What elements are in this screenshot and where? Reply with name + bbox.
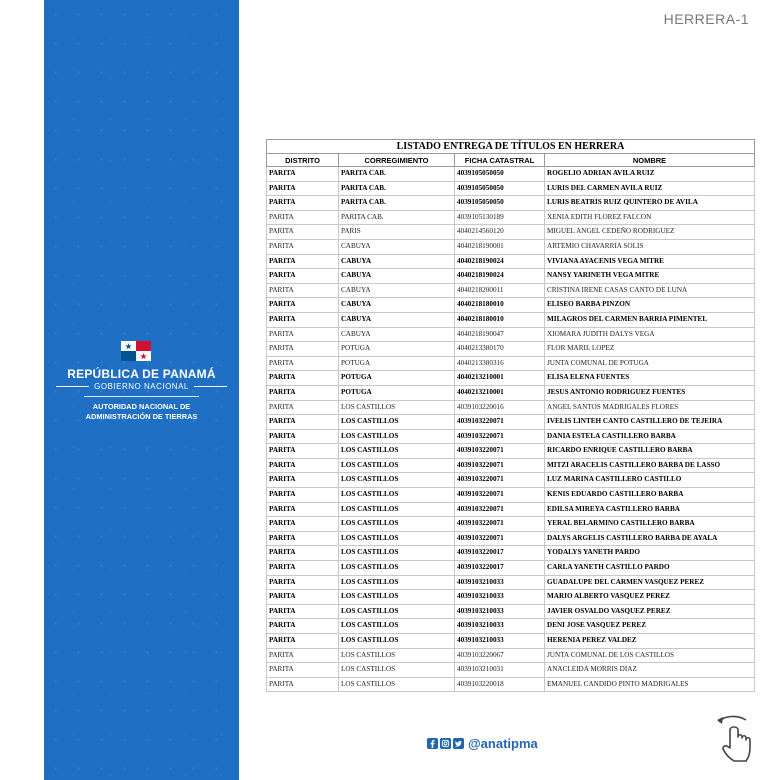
- cell-nombre: ELISEO BARBA PINZON: [545, 298, 755, 313]
- cell-ficha-catastral: 4039105050050: [455, 196, 545, 211]
- cell-ficha-catastral: 4039103220071: [455, 531, 545, 546]
- cell-corregimiento: PARITA CAB.: [339, 167, 455, 182]
- cell-nombre: JUNTA COMUNAL DE POTUGA: [545, 356, 755, 371]
- cell-corregimiento: LOS CASTILLOS: [339, 546, 455, 561]
- cell-corregimiento: LOS CASTILLOS: [339, 575, 455, 590]
- cell-nombre: JAVIER OSVALDO VASQUEZ PEREZ: [545, 604, 755, 619]
- instagram-icon[interactable]: [440, 738, 451, 749]
- cell-ficha-catastral: 4040218180010: [455, 312, 545, 327]
- cell-distrito: PARITA: [267, 517, 339, 532]
- cell-distrito: PARITA: [267, 473, 339, 488]
- cell-distrito: PARITA: [267, 415, 339, 430]
- table-row: [267, 590, 755, 605]
- cell-nombre: XIOMARA JUDITH DALYS VEGA: [545, 327, 755, 342]
- cell-ficha-catastral: 4039103210033: [455, 604, 545, 619]
- cell-nombre: YERAL BELARMINO CASTILLERO BARBA: [545, 517, 755, 532]
- cell-ficha-catastral: 4039103220071: [455, 502, 545, 517]
- cell-ficha-catastral: 4039103220071: [455, 444, 545, 459]
- cell-nombre: DALYS ARGELIS CASTILLERO BARBA DE AYALA: [545, 531, 755, 546]
- cell-distrito: PARITA: [267, 444, 339, 459]
- table-row: [267, 648, 755, 663]
- cell-nombre: DANIA ESTELA CASTILLERO BARBA: [545, 429, 755, 444]
- column-header-corregimiento: CORREGIMIENTO: [339, 154, 455, 167]
- cell-distrito: PARITA: [267, 546, 339, 561]
- cell-ficha-catastral: 4039103220071: [455, 488, 545, 503]
- cell-distrito: PARITA: [267, 400, 339, 415]
- table-row: [267, 181, 755, 196]
- cell-ficha-catastral: 4040213380316: [455, 356, 545, 371]
- cell-distrito: PARITA: [267, 677, 339, 692]
- cell-corregimiento: LOS CASTILLOS: [339, 604, 455, 619]
- table-body: [267, 167, 755, 692]
- agency-name: [44, 402, 239, 422]
- table-row: [267, 473, 755, 488]
- cell-distrito: PARITA: [267, 429, 339, 444]
- table-row: [267, 196, 755, 211]
- table-row: [267, 488, 755, 503]
- cell-nombre: JESUS ANTONIO RODRIGUEZ FUENTES: [545, 385, 755, 400]
- cell-nombre: CARLA YANETH CASTILLO PARDO: [545, 561, 755, 576]
- cell-corregimiento: PARIS: [339, 225, 455, 240]
- cell-ficha-catastral: 4039105130189: [455, 210, 545, 225]
- cell-ficha-catastral: 4039103210033: [455, 575, 545, 590]
- cell-distrito: PARITA: [267, 283, 339, 298]
- cell-nombre: CRISTINA IRENE CASAS CANTO DE LUNA: [545, 283, 755, 298]
- table-row: [267, 371, 755, 386]
- cell-nombre: MILAGROS DEL CARMEN BARRIA PIMENTEL: [545, 312, 755, 327]
- cell-corregimiento: LOS CASTILLOS: [339, 458, 455, 473]
- cell-distrito: PARITA: [267, 298, 339, 313]
- table-row: [267, 502, 755, 517]
- cell-ficha-catastral: 4040218190001: [455, 239, 545, 254]
- cell-corregimiento: LOS CASTILLOS: [339, 590, 455, 605]
- cell-corregimiento: POTUGA: [339, 385, 455, 400]
- cell-distrito: PARITA: [267, 575, 339, 590]
- table-row: [267, 283, 755, 298]
- table-header-row: [267, 154, 755, 167]
- table-row: [267, 167, 755, 182]
- cell-distrito: PARITA: [267, 648, 339, 663]
- cell-ficha-catastral: 4039103220067: [455, 648, 545, 663]
- column-header-distrito: DISTRITO: [267, 154, 339, 167]
- twitter-icon[interactable]: [453, 738, 464, 749]
- cell-ficha-catastral: 4040218180010: [455, 298, 545, 313]
- cell-corregimiento: LOS CASTILLOS: [339, 517, 455, 532]
- cell-distrito: PARITA: [267, 312, 339, 327]
- cell-distrito: PARITA: [267, 254, 339, 269]
- table-row: [267, 444, 755, 459]
- republic-title: REPÚBLICA DE PANAMÁ: [67, 367, 216, 381]
- cell-corregimiento: LOS CASTILLOS: [339, 429, 455, 444]
- cell-nombre: LURIS DEL CARMEN AVILA RUIZ: [545, 181, 755, 196]
- cell-ficha-catastral: 4039103210033: [455, 634, 545, 649]
- cell-nombre: YODALYS YANETH PARDO: [545, 546, 755, 561]
- cell-nombre: MIGUEL ANGEL CEDEÑO RODRIGUEZ: [545, 225, 755, 240]
- cell-nombre: KENIS EDUARDO CASTILLERO BARBA: [545, 488, 755, 503]
- table-row: [267, 342, 755, 357]
- cell-distrito: PARITA: [267, 196, 339, 211]
- table-title-row: [267, 140, 755, 154]
- table-row: [267, 677, 755, 692]
- cell-nombre: IVELIS LINTEH CANTO CASTILLERO DE TEJEIRA: [545, 415, 755, 430]
- cell-ficha-catastral: 4039103220071: [455, 415, 545, 430]
- cell-distrito: PARITA: [267, 181, 339, 196]
- cell-distrito: PARITA: [267, 502, 339, 517]
- cell-corregimiento: CABUYA: [339, 327, 455, 342]
- cell-corregimiento: LOS CASTILLOS: [339, 634, 455, 649]
- panama-flag-icon: [121, 341, 151, 361]
- cell-corregimiento: LOS CASTILLOS: [339, 663, 455, 678]
- table-row: [267, 225, 755, 240]
- cell-corregimiento: PARITA CAB.: [339, 196, 455, 211]
- cell-nombre: HERENIA PEREZ VALDEZ: [545, 634, 755, 649]
- column-header-ficha-catastral: FICHA CATASTRAL: [455, 154, 545, 167]
- cell-ficha-catastral: 4039103220016: [455, 400, 545, 415]
- cell-nombre: LURIS BEATRIS RUIZ QUINTERO DE AVILA: [545, 196, 755, 211]
- cell-ficha-catastral: 4039103210031: [455, 663, 545, 678]
- table-row: [267, 312, 755, 327]
- facebook-icon[interactable]: [427, 738, 438, 749]
- government-label: GOBIERNO NACIONAL: [94, 382, 189, 391]
- cell-corregimiento: CABUYA: [339, 298, 455, 313]
- cell-distrito: PARITA: [267, 634, 339, 649]
- social-handle[interactable]: @anatipma: [468, 736, 538, 751]
- cell-nombre: MITZI ARACELIS CASTILLERO BARBA DE LASSO: [545, 458, 755, 473]
- page-code: HERRERA-1: [663, 11, 749, 27]
- agency-line-2: ADMINISTRACIÓN DE TIERRAS: [85, 412, 198, 421]
- cell-ficha-catastral: 4039103210033: [455, 619, 545, 634]
- table-row: [267, 269, 755, 284]
- subtitle-line-left: [56, 386, 89, 387]
- cell-ficha-catastral: 4039103220071: [455, 517, 545, 532]
- cell-distrito: PARITA: [267, 561, 339, 576]
- cell-distrito: PARITA: [267, 458, 339, 473]
- cell-ficha-catastral: 4039103220017: [455, 546, 545, 561]
- titles-table: [266, 139, 755, 692]
- cell-ficha-catastral: 4039103220071: [455, 429, 545, 444]
- cell-ficha-catastral: 4040218190047: [455, 327, 545, 342]
- cell-nombre: ANGEL SANTOS MADRIGALES FLORES: [545, 400, 755, 415]
- cell-ficha-catastral: 4040218190024: [455, 269, 545, 284]
- cell-distrito: PARITA: [267, 604, 339, 619]
- cell-ficha-catastral: 4039103220071: [455, 473, 545, 488]
- table-row: [267, 619, 755, 634]
- cell-distrito: PARITA: [267, 356, 339, 371]
- cell-ficha-catastral: 4039103220017: [455, 561, 545, 576]
- cell-ficha-catastral: 4039103210033: [455, 590, 545, 605]
- table-row: [267, 663, 755, 678]
- cell-nombre: ARTEMIO CHAVARRIA SOLIS: [545, 239, 755, 254]
- table-row: [267, 327, 755, 342]
- sidebar-panel: [44, 0, 239, 780]
- cell-corregimiento: CABUYA: [339, 283, 455, 298]
- cell-distrito: PARITA: [267, 167, 339, 182]
- table-row: [267, 604, 755, 619]
- cell-nombre: ANACLEIDA MORRIS DIAZ: [545, 663, 755, 678]
- cell-distrito: PARITA: [267, 385, 339, 400]
- cell-ficha-catastral: 4039103220018: [455, 677, 545, 692]
- cell-nombre: JUNTA COMUNAL DE LOS CASTILLOS: [545, 648, 755, 663]
- cell-distrito: PARITA: [267, 590, 339, 605]
- cell-distrito: PARITA: [267, 225, 339, 240]
- cell-nombre: VIVIANA AYACENIS VEGA MITRE: [545, 254, 755, 269]
- cell-nombre: EDILSA MIREYA CASTILLERO BARBA: [545, 502, 755, 517]
- cell-distrito: PARITA: [267, 371, 339, 386]
- cell-corregimiento: LOS CASTILLOS: [339, 502, 455, 517]
- table-row: [267, 385, 755, 400]
- cell-corregimiento: LOS CASTILLOS: [339, 400, 455, 415]
- cell-nombre: FLOR MARIL LOPEZ: [545, 342, 755, 357]
- cell-ficha-catastral: 4040218190024: [455, 254, 545, 269]
- table-row: [267, 210, 755, 225]
- cell-ficha-catastral: 4039105050050: [455, 167, 545, 182]
- cell-corregimiento: LOS CASTILLOS: [339, 444, 455, 459]
- cell-corregimiento: CABUYA: [339, 239, 455, 254]
- table-row: [267, 400, 755, 415]
- cell-ficha-catastral: 4039105050050: [455, 181, 545, 196]
- cell-distrito: PARITA: [267, 663, 339, 678]
- cell-nombre: ELISA ELENA FUENTES: [545, 371, 755, 386]
- table-row: [267, 356, 755, 371]
- subtitle-line-right: [194, 386, 227, 387]
- cell-corregimiento: CABUYA: [339, 312, 455, 327]
- cell-distrito: PARITA: [267, 619, 339, 634]
- cell-distrito: PARITA: [267, 531, 339, 546]
- swipe-hand-icon[interactable]: [716, 712, 754, 764]
- cell-ficha-catastral: 4040213380170: [455, 342, 545, 357]
- table-row: [267, 429, 755, 444]
- table-row: [267, 546, 755, 561]
- cell-corregimiento: PARITA CAB.: [339, 181, 455, 196]
- document-title: LISTADO ENTREGA DE TÍTULOS EN HERRERA: [267, 140, 755, 154]
- cell-nombre: LUZ MARINA CASTILLERO CASTILLO: [545, 473, 755, 488]
- table-row: [267, 458, 755, 473]
- cell-corregimiento: LOS CASTILLOS: [339, 531, 455, 546]
- cell-corregimiento: LOS CASTILLOS: [339, 561, 455, 576]
- table-row: [267, 415, 755, 430]
- cell-distrito: PARITA: [267, 269, 339, 284]
- cell-nombre: MARIO ALBERTO VASQUEZ PEREZ: [545, 590, 755, 605]
- table-row: [267, 239, 755, 254]
- cell-distrito: PARITA: [267, 488, 339, 503]
- cell-corregimiento: LOS CASTILLOS: [339, 488, 455, 503]
- cell-ficha-catastral: 4040213210001: [455, 385, 545, 400]
- cell-corregimiento: POTUGA: [339, 371, 455, 386]
- cell-nombre: GUADALUPE DEL CARMEN VASQUEZ PEREZ: [545, 575, 755, 590]
- titles-document: [266, 139, 754, 692]
- cell-ficha-catastral: 4040214560120: [455, 225, 545, 240]
- cell-nombre: EMANUEL CANDIDO PINTO MADRIGALES: [545, 677, 755, 692]
- table-row: [267, 517, 755, 532]
- government-subtitle: [56, 382, 227, 391]
- cell-corregimiento: POTUGA: [339, 342, 455, 357]
- cell-ficha-catastral: 4040218200011: [455, 283, 545, 298]
- cell-corregimiento: CABUYA: [339, 254, 455, 269]
- column-header-nombre: NOMBRE: [545, 154, 755, 167]
- cell-distrito: PARITA: [267, 239, 339, 254]
- cell-corregimiento: PARITA CAB.: [339, 210, 455, 225]
- table-row: [267, 561, 755, 576]
- cell-nombre: DENI JOSE VASQUEZ PEREZ: [545, 619, 755, 634]
- social-footer: [427, 736, 538, 751]
- cell-ficha-catastral: 4040213210001: [455, 371, 545, 386]
- cell-corregimiento: POTUGA: [339, 356, 455, 371]
- table-row: [267, 634, 755, 649]
- cell-nombre: RICARDO ENRIQUE CASTILLERO BARBA: [545, 444, 755, 459]
- cell-nombre: ROGELIO ADRIAN AVILA RUIZ: [545, 167, 755, 182]
- table-row: [267, 298, 755, 313]
- cell-corregimiento: CABUYA: [339, 269, 455, 284]
- cell-distrito: PARITA: [267, 210, 339, 225]
- cell-distrito: PARITA: [267, 342, 339, 357]
- cell-nombre: XENIA EDITH FLOREZ FALCON: [545, 210, 755, 225]
- cell-distrito: PARITA: [267, 327, 339, 342]
- cell-corregimiento: LOS CASTILLOS: [339, 473, 455, 488]
- cell-ficha-catastral: 4039103220071: [455, 458, 545, 473]
- table-row: [267, 531, 755, 546]
- table-row: [267, 254, 755, 269]
- cell-corregimiento: LOS CASTILLOS: [339, 677, 455, 692]
- cell-nombre: NANSY YARINETH VEGA MITRE: [545, 269, 755, 284]
- table-row: [267, 575, 755, 590]
- cell-corregimiento: LOS CASTILLOS: [339, 619, 455, 634]
- cell-corregimiento: LOS CASTILLOS: [339, 648, 455, 663]
- sidebar-divider: [84, 396, 199, 397]
- cell-corregimiento: LOS CASTILLOS: [339, 415, 455, 430]
- agency-line-1: AUTORIDAD NACIONAL DE: [92, 402, 191, 411]
